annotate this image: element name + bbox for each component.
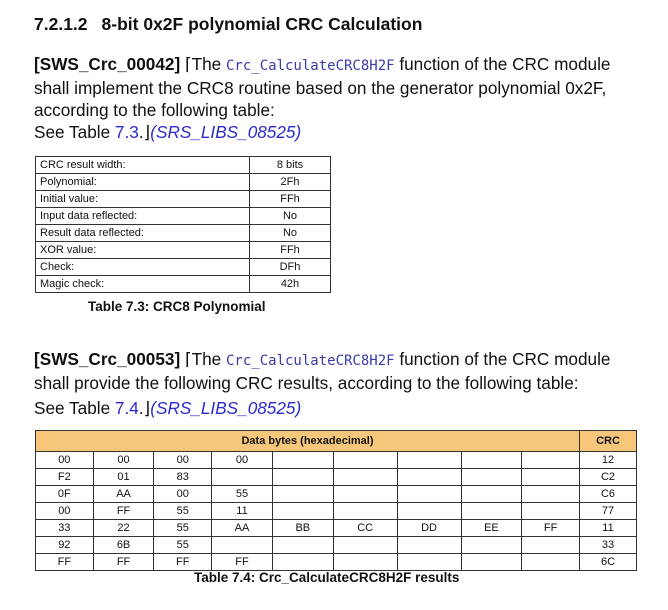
crc-cell: 12 bbox=[580, 452, 637, 469]
parameter-label: XOR value: bbox=[36, 242, 250, 259]
data-byte-cell bbox=[461, 469, 522, 486]
crc-cell: C2 bbox=[580, 469, 637, 486]
data-byte-cell: 55 bbox=[154, 537, 212, 554]
requirement-42-close-bracket: ⌋ bbox=[143, 123, 151, 142]
data-byte-cell: 00 bbox=[154, 452, 212, 469]
crc-header: CRC bbox=[580, 431, 637, 452]
table-row bbox=[36, 225, 331, 242]
data-byte-cell bbox=[333, 469, 397, 486]
parameter-label: Result data reflected: bbox=[36, 225, 250, 242]
data-byte-cell: 01 bbox=[93, 469, 154, 486]
data-byte-cell: 55 bbox=[212, 486, 273, 503]
data-byte-cell bbox=[212, 469, 273, 486]
data-byte-cell: 55 bbox=[154, 503, 212, 520]
data-byte-cell bbox=[522, 486, 580, 503]
data-byte-cell: 0F bbox=[36, 486, 94, 503]
requirement-53-trace-link[interactable]: (SRS_LIBS_08525) bbox=[150, 398, 302, 418]
table-7-3-link[interactable]: 7.3 bbox=[114, 122, 139, 142]
parameter-label: Magic check: bbox=[36, 276, 250, 293]
requirement-53-close-bracket: ⌋ bbox=[143, 399, 151, 418]
parameter-label: Input data reflected: bbox=[36, 208, 250, 225]
data-bytes-header: Data bytes (hexadecimal) bbox=[36, 431, 580, 452]
data-byte-cell: FF bbox=[93, 554, 154, 571]
see-prefix: See Table bbox=[34, 122, 115, 142]
data-byte-cell: 6B bbox=[93, 537, 154, 554]
requirement-42-text bbox=[34, 53, 644, 121]
data-byte-cell bbox=[397, 537, 461, 554]
data-byte-cell bbox=[461, 452, 522, 469]
section-number: 7.2.1.2 bbox=[34, 14, 88, 34]
parameter-value: FFh bbox=[250, 191, 331, 208]
requirement-53-see-table bbox=[34, 397, 644, 420]
table-7-4-link[interactable]: 7.4 bbox=[114, 398, 139, 418]
see-suffix: . bbox=[138, 398, 144, 418]
parameter-label: CRC result width: bbox=[36, 157, 250, 174]
crc-cell: 6C bbox=[580, 554, 637, 571]
requirement-53-id: [SWS_Crc_00053] bbox=[34, 349, 181, 369]
data-byte-cell bbox=[212, 537, 273, 554]
data-byte-cell: EE bbox=[461, 520, 522, 537]
data-byte-cell: FF bbox=[522, 520, 580, 537]
see-suffix: . bbox=[138, 122, 144, 142]
requirement-42-text-before: The bbox=[191, 54, 226, 74]
data-byte-cell: 92 bbox=[36, 537, 94, 554]
data-byte-cell bbox=[333, 452, 397, 469]
data-byte-cell bbox=[461, 537, 522, 554]
data-byte-cell bbox=[272, 452, 333, 469]
parameter-label: Polynomial: bbox=[36, 174, 250, 191]
data-byte-cell: AA bbox=[93, 486, 154, 503]
requirement-42-id: [SWS_Crc_00042] bbox=[34, 54, 181, 74]
data-byte-cell: FF bbox=[93, 503, 154, 520]
data-byte-cell bbox=[522, 452, 580, 469]
section-title: 8-bit 0x2F polynomial CRC Calculation bbox=[101, 14, 423, 34]
data-byte-cell bbox=[522, 503, 580, 520]
table-row bbox=[36, 486, 637, 503]
table-row bbox=[36, 452, 637, 469]
table-row bbox=[36, 276, 331, 293]
crc-cell: 77 bbox=[580, 503, 637, 520]
table-row bbox=[36, 157, 331, 174]
data-byte-cell: F2 bbox=[36, 469, 94, 486]
crc8-polynomial-table bbox=[35, 156, 331, 293]
data-byte-cell bbox=[397, 503, 461, 520]
data-byte-cell: FF bbox=[154, 554, 212, 571]
data-byte-cell bbox=[461, 486, 522, 503]
data-byte-cell: AA bbox=[212, 520, 273, 537]
data-byte-cell bbox=[272, 486, 333, 503]
data-byte-cell bbox=[522, 537, 580, 554]
table-row bbox=[36, 554, 637, 571]
table-row bbox=[36, 208, 331, 225]
requirement-53-function-link[interactable]: Crc_CalculateCRC8H2F bbox=[226, 353, 395, 369]
data-byte-cell: DD bbox=[397, 520, 461, 537]
table-row bbox=[36, 174, 331, 191]
table-row bbox=[36, 503, 637, 520]
data-byte-cell bbox=[333, 554, 397, 571]
parameter-value: 2Fh bbox=[250, 174, 331, 191]
requirement-42-see-table bbox=[34, 121, 644, 144]
requirement-53-text bbox=[34, 348, 644, 394]
crc-cell: 11 bbox=[580, 520, 637, 537]
section-heading bbox=[34, 14, 422, 35]
data-byte-cell bbox=[397, 452, 461, 469]
table-row bbox=[36, 537, 637, 554]
parameter-value: DFh bbox=[250, 259, 331, 276]
table-row bbox=[36, 520, 637, 537]
data-byte-cell bbox=[397, 486, 461, 503]
data-byte-cell bbox=[333, 503, 397, 520]
data-byte-cell: 11 bbox=[212, 503, 273, 520]
requirement-42-open-bracket: ⌈ bbox=[184, 55, 192, 74]
data-byte-cell: 00 bbox=[36, 503, 94, 520]
table-row bbox=[36, 191, 331, 208]
table-row bbox=[36, 259, 331, 276]
data-byte-cell bbox=[272, 554, 333, 571]
data-byte-cell: 00 bbox=[212, 452, 273, 469]
table-7-3-caption: Table 7.3: CRC8 Polynomial bbox=[88, 299, 266, 314]
requirement-53-text-after: function of the CRC module shall provide the following CRC results, according to the following table: bbox=[34, 349, 611, 393]
data-byte-cell bbox=[461, 503, 522, 520]
parameter-label: Check: bbox=[36, 259, 250, 276]
data-byte-cell: 55 bbox=[154, 520, 212, 537]
data-byte-cell bbox=[522, 469, 580, 486]
data-byte-cell bbox=[461, 554, 522, 571]
data-byte-cell: FF bbox=[212, 554, 273, 571]
data-byte-cell: FF bbox=[36, 554, 94, 571]
data-byte-cell: 33 bbox=[36, 520, 94, 537]
data-byte-cell bbox=[272, 469, 333, 486]
requirement-42-trace-link[interactable]: (SRS_LIBS_08525) bbox=[150, 122, 302, 142]
data-byte-cell bbox=[272, 537, 333, 554]
data-byte-cell: 00 bbox=[36, 452, 94, 469]
crc-cell: 33 bbox=[580, 537, 637, 554]
data-byte-cell: 00 bbox=[93, 452, 154, 469]
parameter-value: 8 bits bbox=[250, 157, 331, 174]
table-row bbox=[36, 469, 637, 486]
data-byte-cell: 00 bbox=[154, 486, 212, 503]
data-byte-cell bbox=[397, 554, 461, 571]
data-byte-cell: 83 bbox=[154, 469, 212, 486]
data-byte-cell: 22 bbox=[93, 520, 154, 537]
requirement-53-text-before: The bbox=[191, 349, 226, 369]
table-row bbox=[36, 242, 331, 259]
parameter-label: Initial value: bbox=[36, 191, 250, 208]
crc-results-table bbox=[35, 430, 637, 571]
requirement-42-text-after: function of the CRC module shall implement the CRC8 routine based on the generator polynomial 0x2F, according to the following table: bbox=[34, 54, 611, 120]
requirement-42-function-link[interactable]: Crc_CalculateCRC8H2F bbox=[226, 58, 395, 74]
parameter-value: No bbox=[250, 208, 331, 225]
requirement-53-open-bracket: ⌈ bbox=[184, 350, 192, 369]
data-byte-cell bbox=[272, 503, 333, 520]
parameter-value: FFh bbox=[250, 242, 331, 259]
data-byte-cell bbox=[333, 537, 397, 554]
see-prefix: See Table bbox=[34, 398, 115, 418]
data-byte-cell bbox=[333, 486, 397, 503]
crc-cell: C6 bbox=[580, 486, 637, 503]
data-byte-cell: CC bbox=[333, 520, 397, 537]
data-byte-cell: BB bbox=[272, 520, 333, 537]
data-byte-cell bbox=[397, 469, 461, 486]
table-7-4-caption: Table 7.4: Crc_CalculateCRC8H2F results bbox=[194, 570, 460, 585]
parameter-value: No bbox=[250, 225, 331, 242]
data-byte-cell bbox=[522, 554, 580, 571]
parameter-value: 42h bbox=[250, 276, 331, 293]
